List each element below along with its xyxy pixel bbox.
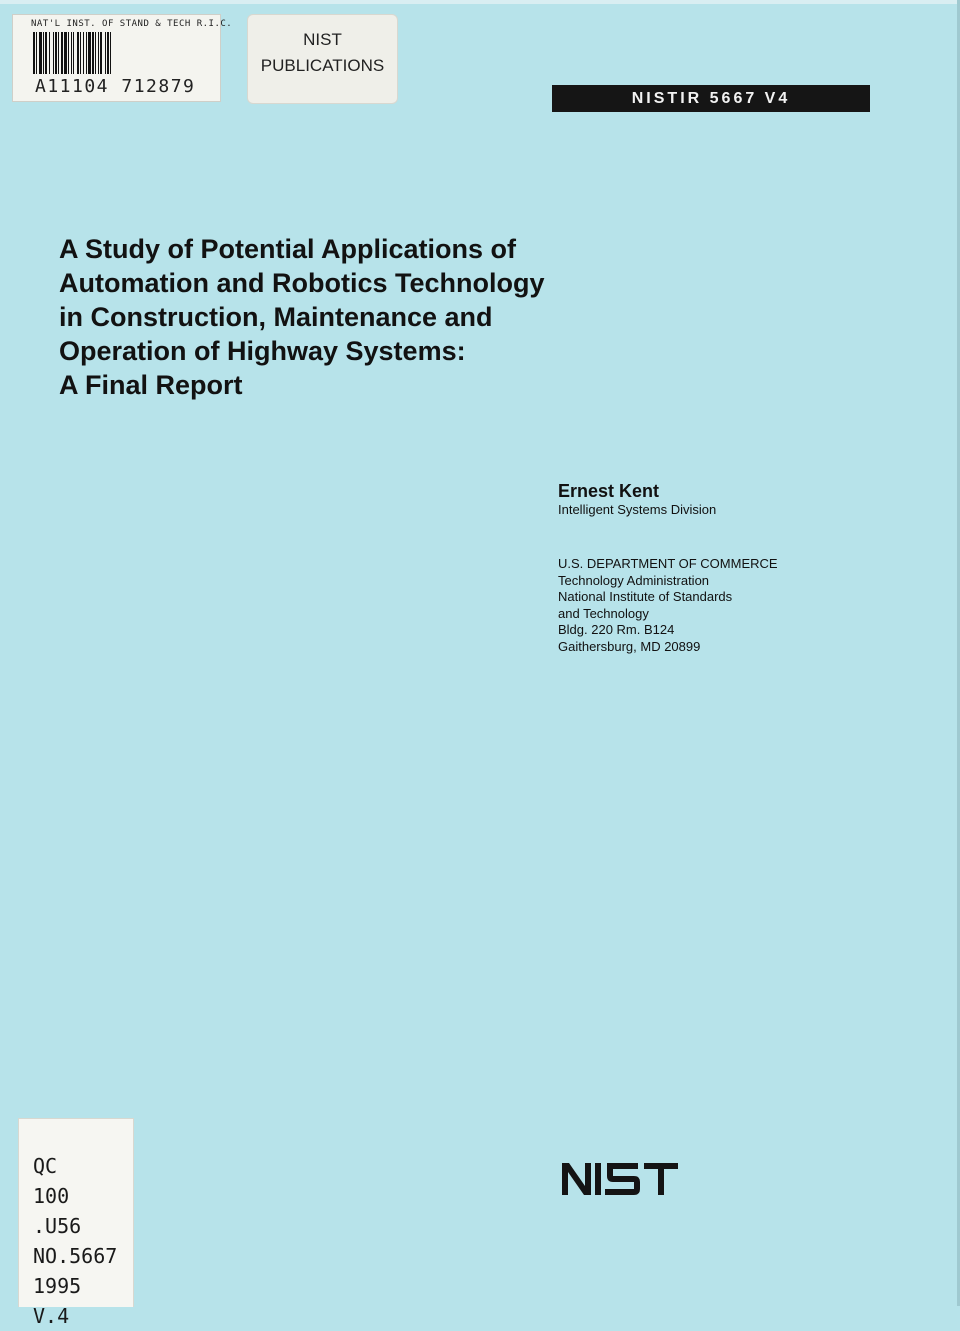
author-block [558, 481, 918, 518]
barcode-number: A11104 712879 [35, 76, 196, 97]
address-line: Gaithersburg, MD 20899 [558, 638, 701, 654]
agency-address [558, 556, 918, 655]
barcode-label [12, 14, 233, 102]
sticker-line-2: PUBLICATIONS [260, 56, 385, 75]
report-title [59, 232, 619, 402]
address-line: Technology Administration [558, 572, 710, 588]
address-line: Bldg. 220 Rm. B124 [558, 622, 675, 637]
call-number-label [18, 1118, 134, 1328]
address-line: and Technology [558, 605, 649, 621]
call-number-line: 1995 [33, 1274, 82, 1298]
barcode-icon [33, 32, 203, 74]
author-name: Ernest Kent [558, 481, 660, 501]
nist-publications-sticker [247, 14, 398, 104]
call-number-line: QC [33, 1154, 58, 1178]
address-line: U.S. DEPARTMENT OF COMMERCE [558, 556, 778, 571]
title-line: Automation and Robotics Technology [59, 268, 545, 298]
title-line: in Construction, Maintenance and [59, 302, 493, 332]
call-number-line: 100 [33, 1184, 70, 1208]
call-number-line: .U56 [33, 1214, 82, 1238]
report-number-bar: NISTIR 5667 V4 [552, 85, 870, 112]
address-line: National Institute of Standards [558, 589, 733, 604]
call-number-line: V.4 [33, 1304, 70, 1328]
title-line: Operation of Highway Systems: [59, 336, 466, 366]
title-line: A Final Report [59, 370, 243, 400]
barcode-header: NAT'L INST. OF STAND & TECH R.I.C. [31, 19, 233, 29]
page-top-edge [0, 0, 960, 4]
sticker-line-1: NIST [303, 30, 342, 49]
title-line: A Study of Potential Applications of [59, 234, 516, 264]
nist-logo [560, 1162, 680, 1196]
author-division: Intelligent Systems Division [558, 502, 717, 517]
call-number-line: NO.5667 [33, 1244, 118, 1268]
